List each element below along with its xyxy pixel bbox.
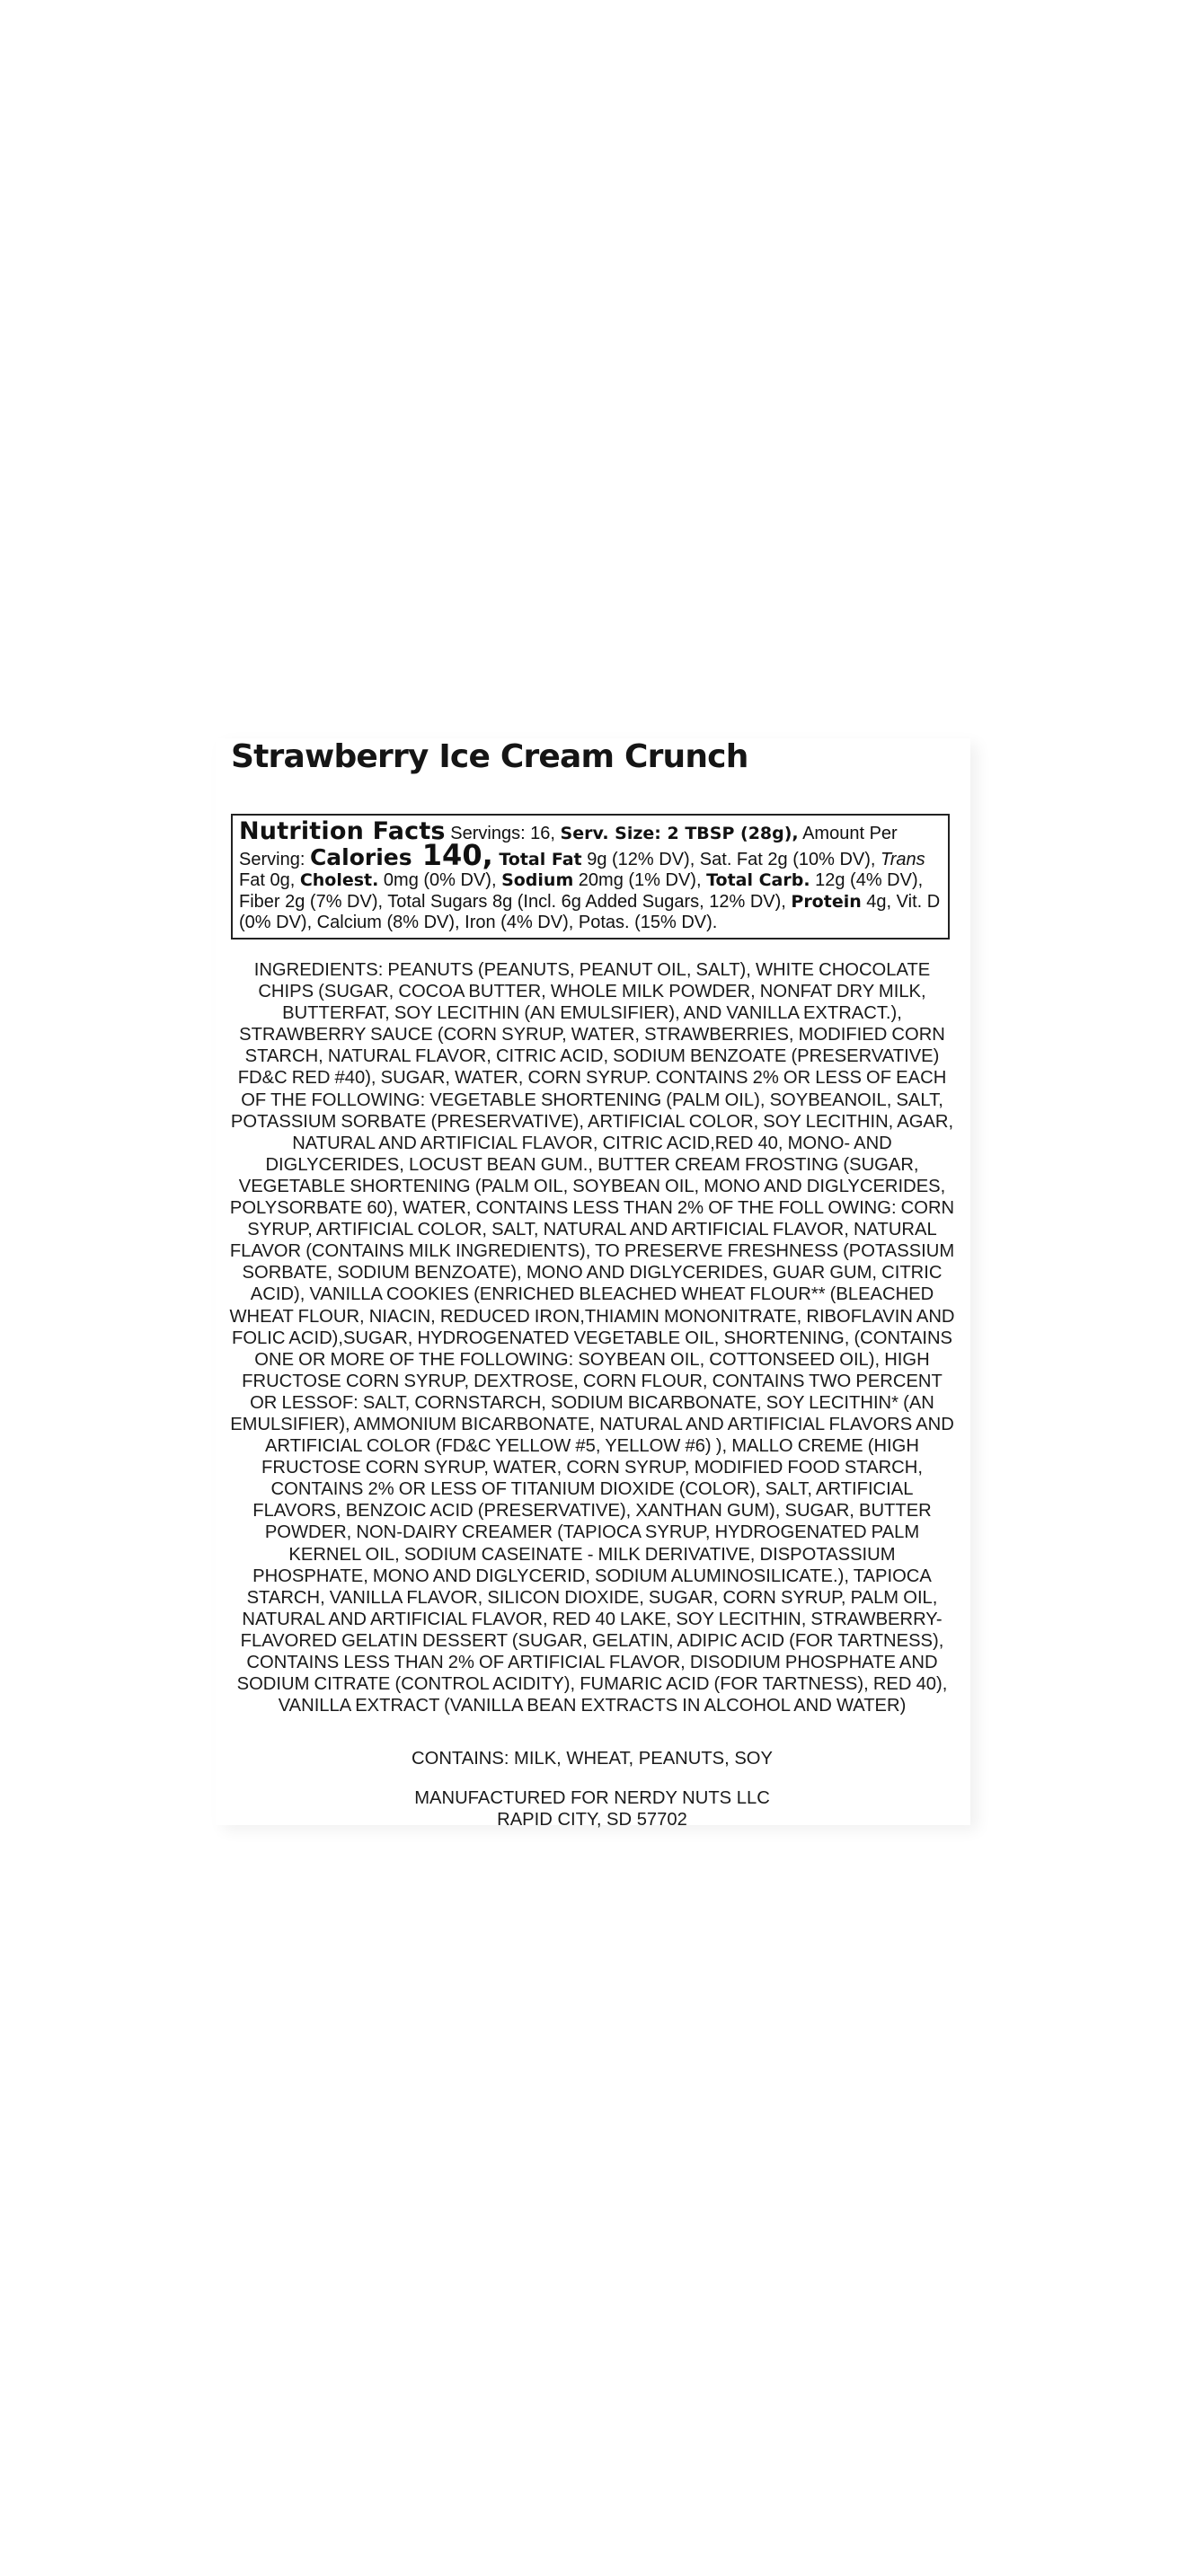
- ingredients-text: INGREDIENTS: PEANUTS (PEANUTS, PEANUT OIL, SALT), WHITE CHOCOLATE CHIPS (SUGAR, COCOA BUTTER, WHOLE MILK POWDER, NONFAT DRY MILK, BUTTERFAT, SOY LECITHIN (AN EMULSIFIER), AND VANILLA EXTRACT.), STRAWBERRY SAUCE (CORN SYRUP, WATER, STRAWBERRIES, MODIFIED CORN STARCH, NATURAL FLAVOR, CITRIC ACID, SODIUM BENZOATE (PRESERVATIVE) FD&C RED #40), SUGAR, WATER, CORN SYRUP. CONTAINS 2% OR LESS OF EACH OF THE FOLLOWING: VEGETABLE SHORTENING (PALM OIL), SOYBEANOIL, SALT, POTASSIUM SORBATE (PRESERVATIVE), ARTIFICIAL COLOR, SOY LECITHIN, AGAR, NATURAL AND ARTIFICIAL FLAVOR, CITRIC ACID,RED 40, MONO- AND DIGLYCERIDES, LOCUST BEAN GUM., BUTTER CREAM FROSTING (SUGAR, VEGETABLE SHORTENING (PALM OIL, SOYBEAN OIL, MONO AND DIGLYCERIDES, POLYSORBATE 60), WATER, CONTAINS LESS THAN 2% OF THE FOLL OWING: CORN SYRUP, ARTIFICIAL COLOR, SALT, NATURAL AND ARTIFICIAL FLAVOR, NATURAL FLAVOR (CONTAINS MILK INGREDIENTS), TO PRESERVE FRESHNESS (POTASSIUM SORBATE, SODIUM BENZOATE), MONO AND DIGLYCERIDES, GUAR GUM, CITRIC ACID), VANILLA COOKIES (ENRICHED BLEACHED WHEAT FLOUR** (BLEACHED WHEAT FLOUR, NIACIN, REDUCED IRON,THIAMIN MONONITRATE, RIBOFLAVIN AND FOLIC ACID),SUGAR, HYDROGENATED VEGETABLE OIL, SHORTENING, (CONTAINS ONE OR MORE OF THE FOLLOWING: SOYBEAN OIL, COTTONSEED OIL), HIGH FRUCTOSE CORN SYRUP, DEXTROSE, CORN FLOUR, CONTAINS TWO PERCENT OR LESSOF: SALT, CORNSTARCH, SODIUM BICARBONATE, SOY LECITHIN* (AN EMULSIFIER), AMMONIUM BICARBONATE, NATURAL AND ARTIFICIAL FLAVORS AND ARTIFICIAL COLOR (FD&C YELLOW #5, YELLOW #6) ), MALLO CREME (HIGH FRUCTOSE CORN SYRUP, WATER, CORN SYRUP, MODIFIED FOOD STARCH, CONTAINS 2% OR LESS OF TITANIUM DIOXIDE (COLOR), SALT, ARTIFICIAL FLAVORS, BENZOIC ACID (PRESERVATIVE), XANTHAN GUM), SUGAR, BUTTER POWDER, NON-DAIRY CREAMER (TAPIOCA SYRUP, HYDROGENATED PALM KERNEL OIL, SODIUM CASEINATE - MILK DERIVATIVE, DISPOTASSIUM PHOSPHATE, MONO AND DIGLYCERID, SODIUM ALUMINOSILICATE.), TAPIOCA STARCH, VANILLA FLAVOR, SILICON DIOXIDE, SUGAR, CORN SYRUP, PALM OIL, NATURAL AND ARTIFICIAL FLAVOR, RED 40 LAKE, SOY LECITHIN, STRAWBERRY-FLAVORED GELATIN DESSERT (SUGAR, GELATIN, ADIPIC ACID (FOR TARTNESS), CONTAINS LESS THAN 2% OF ARTIFICIAL FLAVOR, DISODIUM PHOSPHATE AND SODIUM CITRATE (CONTROL ACIDITY), FUMARIC ACID (FOR TARTNESS), RED 40), VANILLA EXTRACT (VANILLA BEAN EXTRACTS IN ALCOHOL AND WATER): [229, 960, 955, 1716]
- total-carb-value: 12g (4% DV), Fiber 2g (7% DV), Total Sugars 8g (Incl. 6g Added Sugars, 12% DV),: [239, 870, 924, 912]
- serving-size-label: Serv. Size: 2 TBSP (28g),: [560, 824, 799, 843]
- cholesterol-label: Cholest.: [299, 870, 379, 890]
- servings-text: Servings: 16,: [445, 824, 561, 843]
- calories-value: 140,: [412, 837, 493, 872]
- product-title: Strawberry Ice Cream Crunch: [231, 738, 748, 775]
- manufacturer-address: RAPID CITY, SD 57702: [497, 1810, 687, 1830]
- calories-label: Calories: [309, 843, 412, 870]
- total-fat-value: 9g (12% DV), Sat. Fat 2g (10% DV),: [581, 849, 881, 869]
- amount-per-serving-text: Amount Per Serving:: [239, 824, 898, 869]
- total-fat-label: Total Fat: [492, 849, 582, 869]
- nutrition-facts-heading: Nutrition Facts: [239, 817, 446, 845]
- manufacturer-info: [229, 1787, 955, 1831]
- allergen-statement: CONTAINS: MILK, WHEAT, PEANUTS, SOY: [412, 1749, 773, 1769]
- trans-fat-value: Fat 0g,: [239, 870, 300, 890]
- protein-value: 4g, Vit. D (0% DV), Calcium (8% DV), Iron (4% DV), Potas. (15% DV).: [239, 891, 941, 932]
- sodium-value: 20mg (1% DV),: [573, 870, 707, 890]
- manufacturer-name: MANUFACTURED FOR NERDY NUTS LLC: [414, 1788, 770, 1808]
- protein-label: Protein: [791, 891, 862, 912]
- trans-label: Trans: [881, 849, 925, 869]
- nutrition-facts-box: [231, 814, 950, 940]
- sodium-label: Sodium: [501, 870, 574, 890]
- cholesterol-value: 0mg (0% DV),: [378, 870, 502, 890]
- total-carb-label: Total Carb.: [706, 870, 810, 890]
